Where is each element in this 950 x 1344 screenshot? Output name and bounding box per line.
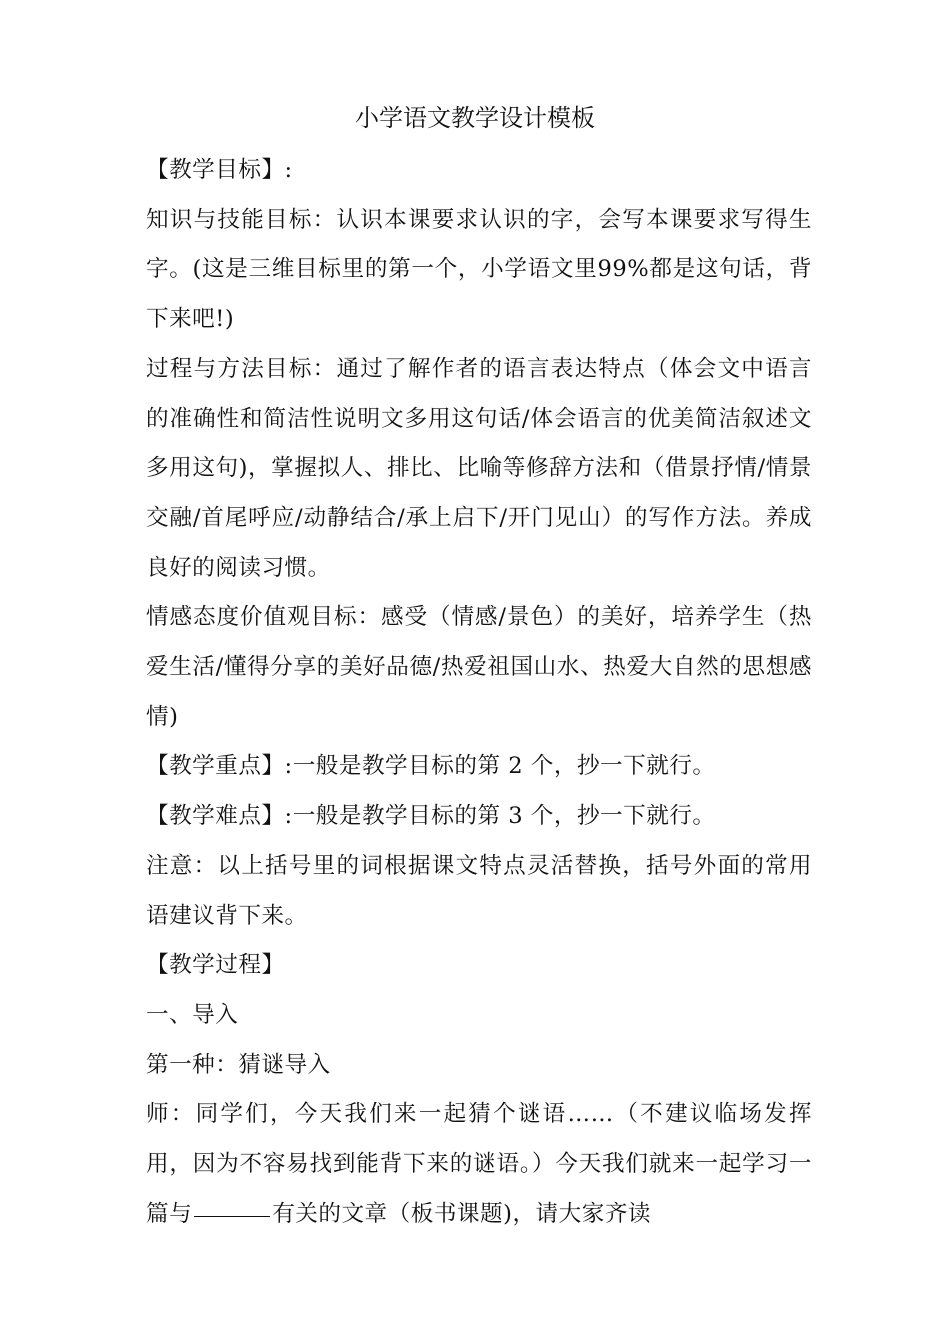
difficulty-heading: 【教学难点】: xyxy=(146,803,293,830)
fill-in-blank xyxy=(194,1215,270,1217)
document-body xyxy=(146,146,812,1239)
key-point-paragraph xyxy=(146,742,812,792)
note-paragraph: 注意：以上括号里的词根据课文特点灵活替换，括号外面的常用语建议背下来。 xyxy=(146,852,812,929)
method-one-heading: 第一种：猜谜导入 xyxy=(146,1051,331,1078)
teacher-script-before-blank: 师：同学们，今天我们来一起猜个谜语……（不建议临场发挥用，因为不容易找到能背下来的谜语。）今天我们就来一起学习一篇与 xyxy=(146,1101,812,1227)
difficulty-text: 一般是教学目标的第 3 个，抄一下就行。 xyxy=(292,803,716,830)
process-heading: 【教学过程】 xyxy=(146,952,285,979)
key-point-text: 一般是教学目标的第 2 个，抄一下就行。 xyxy=(292,753,716,780)
goal-emotion-paragraph: 情感态度价值观目标：感受（情感/景色）的美好，培养学生（热爱生活/懂得分享的美好品德/热爱祖国山水、热爱大自然的思想感情) xyxy=(146,604,812,730)
key-point-heading: 【教学重点】: xyxy=(146,753,293,780)
goal-process-paragraph: 过程与方法目标：通过了解作者的语言表达特点（体会文中语言的准确性和简洁性说明文多用这句话/体会语言的优美简洁叙述文多用这句)，掌握拟人、排比、比喻等修辞方法和（借景抒情/情景交融/首尾呼应/动静结合/承上启下/开门见山）的写作方法。养成良好的阅读习惯。 xyxy=(146,355,812,581)
section-one-heading: 一、导入 xyxy=(146,1001,239,1028)
teacher-script-paragraph xyxy=(146,1090,812,1239)
goals-heading: 【教学目标】: xyxy=(146,157,293,183)
goal-knowledge-paragraph: 知识与技能目标：认识本课要求认识的字，会写本课要求写得生字。(这是三维目标里的第一个，小学语文里99%都是这句话，背下来吧!) xyxy=(146,206,812,333)
document-title: 小学语文教学设计模板 xyxy=(355,104,595,132)
teacher-script-after-blank: 有关的文章（板书课题)，请大家齐读 xyxy=(272,1200,652,1227)
difficulty-paragraph xyxy=(146,792,812,842)
